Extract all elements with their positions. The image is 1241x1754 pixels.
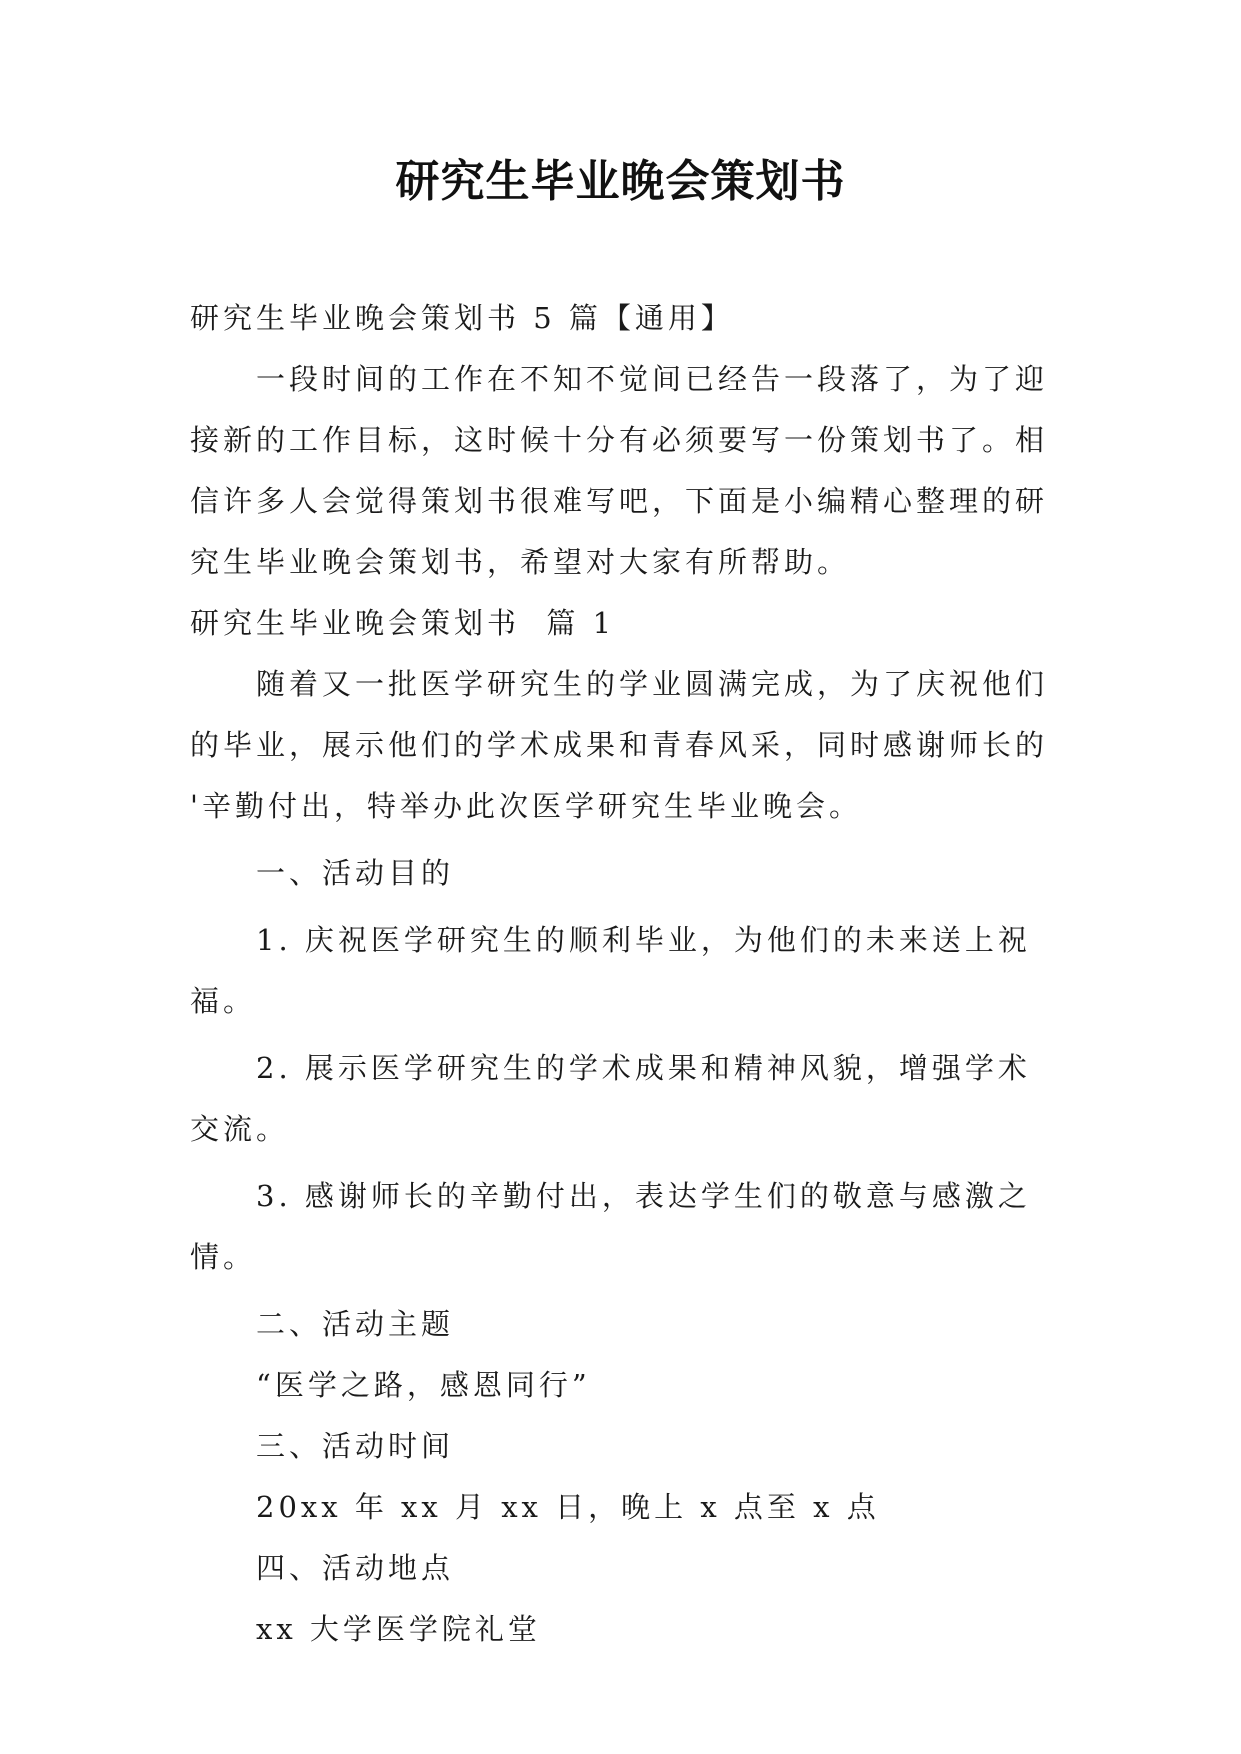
document-title: 研究生毕业晚会策划书 <box>395 156 846 207</box>
section-heading: 研究生毕业晚会策划书 篇 1 <box>190 606 616 640</box>
goal-2-line-1: 2. 展示医学研究生的学术成果和精神风貌，增强学术 <box>256 1051 1031 1085</box>
time-text: 20xx 年 xx 月 xx 日，晚上 x 点至 x 点 <box>256 1490 880 1524</box>
heading-time: 三、活动时间 <box>256 1429 455 1463</box>
intro-line-4: 究生毕业晚会策划书，希望对大家有所帮助。 <box>190 545 851 579</box>
goal-3-line-1: 3. 感谢师长的辛勤付出，表达学生们的敬意与感激之 <box>256 1179 1031 1213</box>
intro-line-3: 信许多人会觉得策划书很难写吧，下面是小编精心整理的研 <box>190 484 1049 518</box>
intro-line-1: 一段时间的工作在不知不觉间已经告一段落了，为了迎 <box>256 362 1049 396</box>
paragraph-line-2: 的毕业，展示他们的学术成果和青春风采，同时感谢师长的 <box>190 728 1049 762</box>
document-body <box>190 288 1052 1660</box>
document-subtitle: 研究生毕业晚会策划书 5 篇【通用】 <box>190 301 734 335</box>
heading-purpose: 一、活动目的 <box>256 856 455 890</box>
heading-place: 四、活动地点 <box>256 1551 455 1585</box>
goal-1-line-1: 1. 庆祝医学研究生的顺利毕业，为他们的未来送上祝 <box>256 923 1031 957</box>
heading-theme: 二、活动主题 <box>256 1307 455 1341</box>
paragraph-line-3: '辛勤付出，特举办此次医学研究生毕业晚会。 <box>190 789 862 823</box>
goal-3-line-2: 情。 <box>190 1240 257 1274</box>
place-text: xx 大学医学院礼堂 <box>256 1612 541 1646</box>
goal-1-line-2: 福。 <box>190 984 257 1018</box>
goal-2-line-2: 交流。 <box>190 1112 290 1146</box>
theme-text: “医学之路，感恩同行” <box>256 1368 591 1402</box>
paragraph-line-1: 随着又一批医学研究生的学业圆满完成，为了庆祝他们 <box>256 667 1049 701</box>
intro-line-2: 接新的工作目标，这时候十分有必须要写一份策划书了。相 <box>190 423 1049 457</box>
